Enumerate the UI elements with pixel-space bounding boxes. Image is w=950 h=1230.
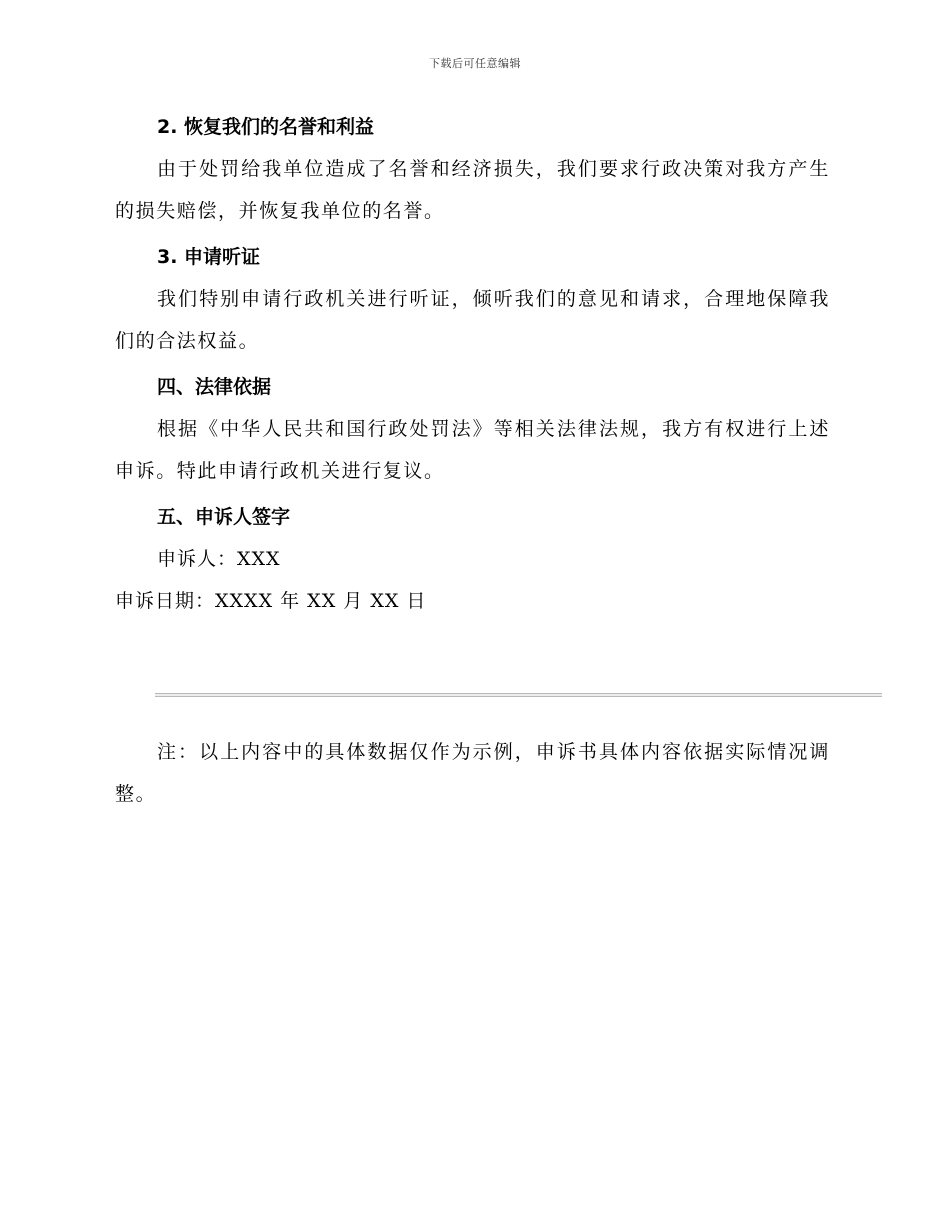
- section-heading-restore-reputation: 2. 恢复我们的名誉和利益: [157, 116, 375, 138]
- section-body-hearing: 我们特别申请行政机关进行听证，倾听我们的意见和请求，合理地保障我们的合法权益。: [115, 288, 830, 352]
- section-heading-hearing: 3. 申请听证: [157, 246, 261, 268]
- note-block: [115, 731, 830, 819]
- section-heading-legal-basis: 四、法律依据: [157, 376, 272, 398]
- section-body-legal-basis: 根据《中华人民共和国行政处罚法》等相关法律法规，我方有权进行上述申诉。特此申请行政机关进行复议。: [115, 418, 830, 482]
- appeal-date-line: 申诉日期：XXXX 年 XX 月 XX 日: [115, 590, 427, 612]
- section-body-restore-reputation: 由于处罚给我单位造成了名誉和经济损失，我们要求行政决策对我方产生的损失赔偿，并恢复我单位的名誉。: [115, 158, 830, 222]
- header-note: 下载后可任意编辑: [429, 57, 521, 70]
- section-heading-signature: 五、申诉人签字: [157, 506, 291, 528]
- document-body: [115, 106, 830, 622]
- appellant-line: 申诉人：XXX: [157, 548, 281, 570]
- horizontal-divider: [155, 693, 882, 697]
- note-text: 注：以上内容中的具体数据仅作为示例，申诉书具体内容依据实际情况调整。: [115, 741, 830, 805]
